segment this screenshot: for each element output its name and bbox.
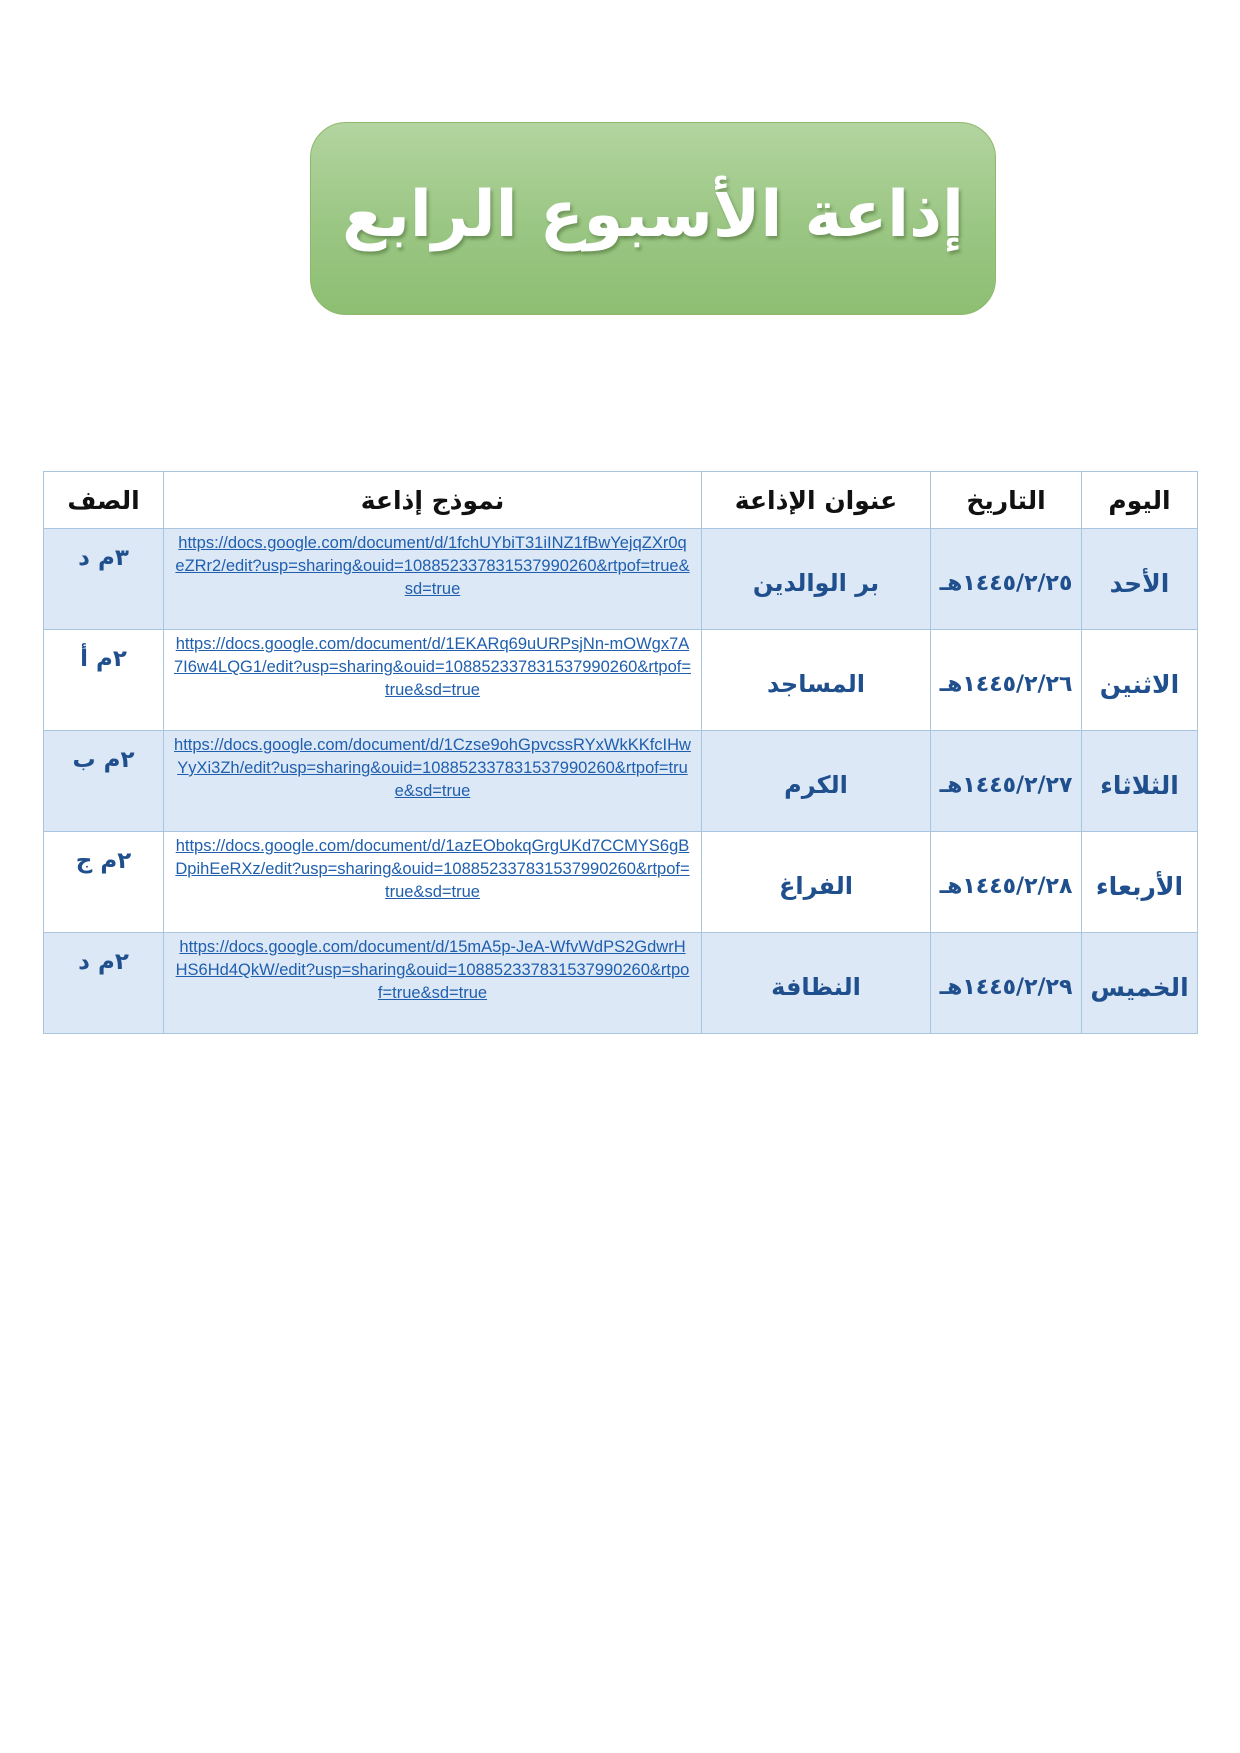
title-banner [310, 122, 996, 315]
header-date: التاريخ [931, 472, 1082, 529]
class-cell: ٣م د [44, 529, 164, 630]
day-cell: الثلاثاء [1082, 731, 1198, 832]
class-cell: ٢م ب [44, 731, 164, 832]
header-broadcast-sample: نموذج إذاعة [164, 472, 702, 529]
header-day: اليوم [1082, 472, 1198, 529]
day-cell: الأحد [1082, 529, 1198, 630]
broadcast-sample-link[interactable]: https://docs.google.com/document/d/15mA5p-JeA-WfvWdPS2GdwrHHS6Hd4QkW/edit?usp=sharing&ouid=108852337831537990260&rtpof=true&sd=true [175, 938, 690, 1002]
table-row [44, 933, 1198, 1034]
class-cell: ٢م ج [44, 832, 164, 933]
broadcast-sample-link[interactable]: https://docs.google.com/document/d/1Czse9ohGpvcssRYxWkKKfcIHwYyXi3Zh/edit?usp=sharing&ouid=108852337831537990260&rtpof=true&sd=true [174, 736, 691, 800]
broadcast-title-cell: المساجد [702, 630, 931, 731]
broadcast-sample-cell [164, 630, 702, 731]
table-row [44, 529, 1198, 630]
header-class: الصف [44, 472, 164, 529]
broadcast-title-cell: الكرم [702, 731, 931, 832]
date-cell: ١٤٤٥/٢/٢٦هـ [931, 630, 1082, 731]
day-cell: الخميس [1082, 933, 1198, 1034]
broadcast-title-cell: النظافة [702, 933, 931, 1034]
table-row [44, 630, 1198, 731]
header-broadcast-title: عنوان الإذاعة [702, 472, 931, 529]
broadcast-sample-cell [164, 731, 702, 832]
broadcast-title-cell: بر الوالدين [702, 529, 931, 630]
date-cell: ١٤٤٥/٢/٢٨هـ [931, 832, 1082, 933]
table-row [44, 731, 1198, 832]
broadcast-sample-link[interactable]: https://docs.google.com/document/d/1azEObokqGrgUKd7CCMYS6gBDpihEeRXz/edit?usp=sharing&ouid=108852337831537990260&rtpof=true&sd=true [175, 837, 690, 901]
broadcast-title-cell: الفراغ [702, 832, 931, 933]
broadcast-sample-cell [164, 529, 702, 630]
broadcast-sample-link[interactable]: https://docs.google.com/document/d/1fchUYbiT31iINZ1fBwYejqZXr0qeZRr2/edit?usp=sharing&ouid=108852337831537990260&rtpof=true&sd=true [175, 534, 690, 598]
table-row [44, 832, 1198, 933]
date-cell: ١٤٤٥/٢/٢٩هـ [931, 933, 1082, 1034]
page-title: إذاعة الأسبوع الرابع [342, 177, 964, 252]
day-cell: الاثنين [1082, 630, 1198, 731]
broadcast-sample-cell [164, 933, 702, 1034]
broadcast-sample-link[interactable]: https://docs.google.com/document/d/1EKARq69uURPsjNn-mOWgx7A7I6w4LQG1/edit?usp=sharing&ouid=108852337831537990260&rtpof=true&sd=true [174, 635, 691, 699]
day-cell: الأربعاء [1082, 832, 1198, 933]
broadcast-schedule-table [43, 471, 1198, 1034]
class-cell: ٢م أ [44, 630, 164, 731]
date-cell: ١٤٤٥/٢/٢٥هـ [931, 529, 1082, 630]
table-header-row [44, 472, 1198, 529]
date-cell: ١٤٤٥/٢/٢٧هـ [931, 731, 1082, 832]
class-cell: ٢م د [44, 933, 164, 1034]
broadcast-sample-cell [164, 832, 702, 933]
